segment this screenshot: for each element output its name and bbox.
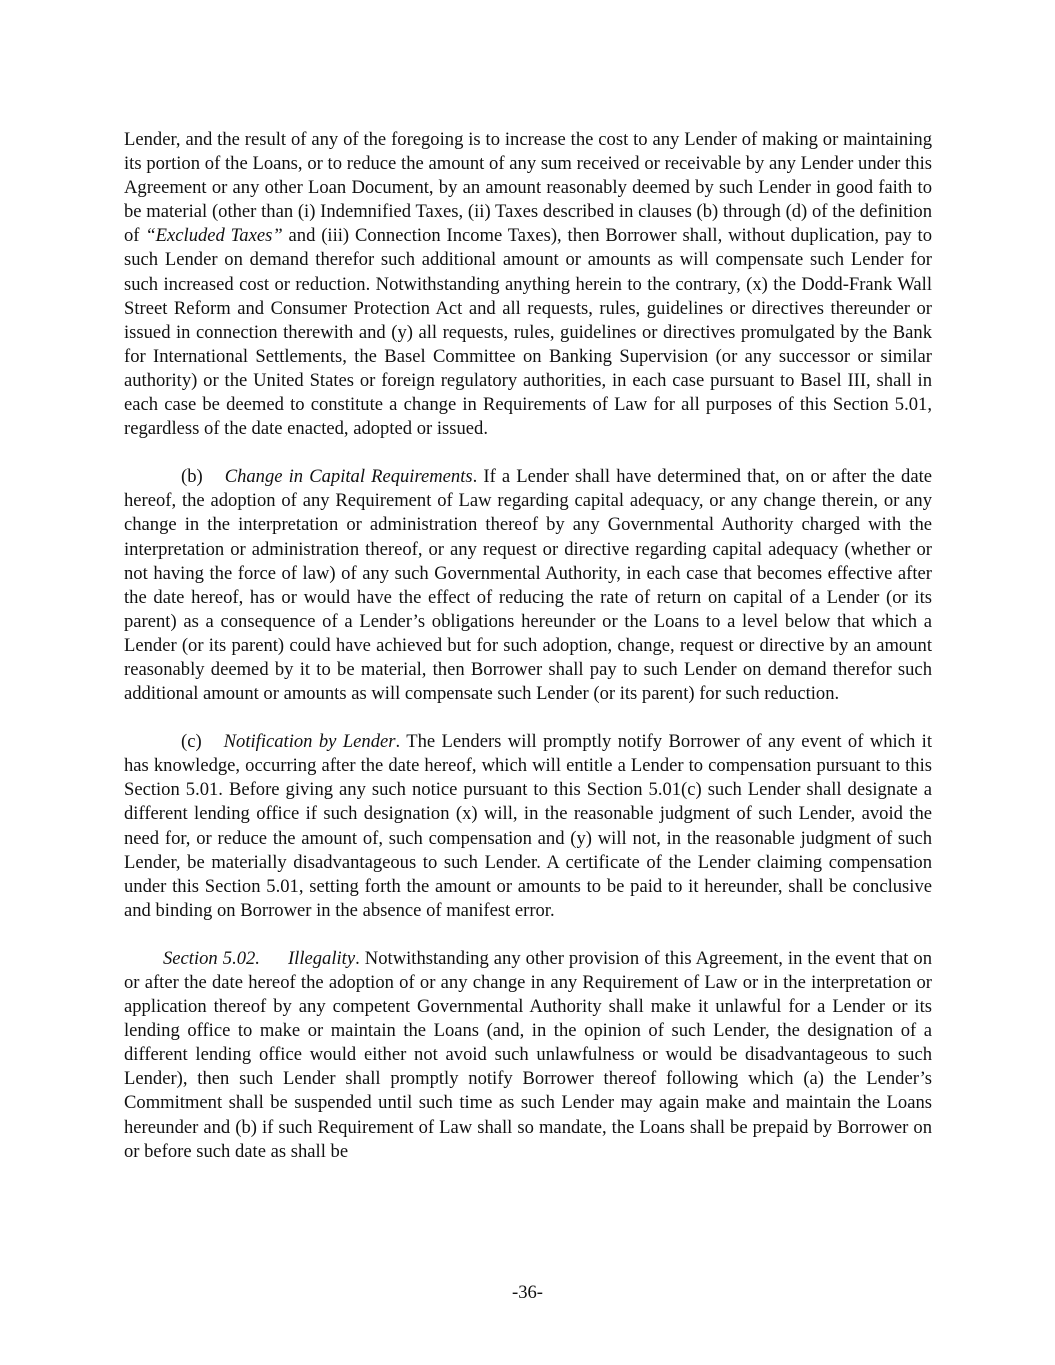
page-number: -36-: [512, 1282, 543, 1303]
section-5-02-text: Notwithstanding any other provision of this Agreement, in the event that on or after the date hereof the adoption of or any change in any Requirement of Law or in the interpretation or application thereof by any competent Governmental Authority shall make it unlawful for a Lender or its lending office to make or maintain the Loans (and, in the opinion of such Lender, the designation of a different lending office would either not avoid such unlawfulness or would be disadvantageous to such Lender), then such Lender shall promptly notify Borrower thereof following which (a) the Lender’s Commitment shall be suspended until such time as such Lender may again make and maintain the Loans hereunder and (b) if such Requirement of Law shall so mandate, the Loans shall be prepaid by Borrower on or before such date as shall be: [124, 947, 932, 1162]
paragraph-text-continued: and (iii) Connection Income Taxes), then Borrower shall, without duplication, pay to such Lender on demand therefor such additional amount or amounts as will compensate such Lender for such increased cost or reduction. Notwithstanding anything herein to the contrary, (x) the Dodd-Frank Wall Street Reform and Consumer Protection Act and all requests, rules, guidelines or directives thereunder or issued in connection therewith and (y) all requests, rules, guidelines or directives promulgated by the Bank for International Settlements, the Basel Committee on Banking Supervision (or any successor or similar authority) or the United States or foreign regulatory authorities, in each case pursuant to Basel III, shall in each case be deemed to constitute a change in Requirements of Law for all purposes of this Section 5.01, regardless of the date enacted, adopted or issued.: [124, 225, 932, 440]
paragraph-c-heading: Notification by Lender: [223, 731, 396, 753]
paragraph-c: (c) Notification by Lender. The Lenders will promptly notify Borrower of any event of which it has knowledge, occurring after the date hereof, which will entitle a Lender to compensation pursuant to this Section 5.01. Before giving any such notice pursuant to this Section 5.01(c) such Lender shall designate a different lending office if such designation (x) will, in the reasonable judgment of such Lender, avoid the need for, or reduce the amount of, such compensation and (y) will not, in the reasonable judgment of such Lender, be materially disadvantageous to such Lender. A certificate of the Lender claiming compensation under this Section 5.01, setting forth the amount or amounts to be paid to it hereunder, shall be conclusive and binding on Borrower in the absence of manifest error.: [124, 731, 932, 921]
section-5-02-heading: Illegality: [287, 947, 356, 969]
section-5-02: Section 5.02. Illegality. Notwithstanding any other provision of this Agreement, in the event that on or after the date hereof the adoption of or any change in any Requirement of Law or in the interpretation or application thereof by any competent Governmental Authority shall make it unlawful for a Lender or its lending office to make or maintain the Loans (and, in the opinion of such Lender, the designation of a different lending office would either not avoid such unlawfulness or would be disadvantageous to such Lender), then such Lender shall promptly notify Borrower thereof following which (a) the Lender’s Commitment shall be suspended until such time as such Lender may again make and maintain the Loans hereunder and (b) if such Requirement of Law shall so mandate, the Loans shall be prepaid by Borrower on or before such date as shall be: [124, 947, 932, 1162]
paragraph-c-label: (c): [181, 731, 202, 753]
paragraph-b-label: (b): [181, 466, 203, 488]
paragraph-b: (b) Change in Capital Requirements. If a Lender shall have determined that, on or after the date hereof, the adoption of any Requirement of Law regarding capital adequacy, or any change therein, or any change in the interpretation or administration thereof by any Governmental Authority charged with the interpretation or administration thereof, or any request or directive regarding capital adequacy (whether or not having the force of law) of any such Governmental Authority, in each case that becomes effective after the date hereof, has or would have the effect of reducing the rate of return on capital of a Lender (or its parent) as a consequence of a Lender’s obligations hereunder or the Loans to a level below that which a Lender (or its parent) could have achieved but for such adoption, change, request or directive by an amount reasonably deemed by it to be material, then Borrower shall pay to such Lender on demand therefor such additional amount or amounts as will compensate such Lender (or its parent) for such reduction.: [124, 466, 932, 705]
document-body: [124, 128, 932, 1188]
section-5-02-label: Section 5.02.: [163, 947, 260, 969]
paragraph-text: Lender, and the result of any of the foregoing is to increase the cost to any Lender of making or maintaining its portion of the Loans, or to reduce the amount of any sum received or receivable by any Lender under this Agreement or any other Loan Document, by an amount reasonably deemed by such Lender in good faith to be material (other than (i) Indemnified Taxes, (ii) Taxes described in clauses (b) through (d) of the definition of: [124, 129, 932, 247]
paragraph-b-text: If a Lender shall have determined that, on or after the date hereof, the adoption of any Requirement of Law regarding capital adequacy, or any change therein, or any change in the interpretation or administration thereof by any Governmental Authority charged with the interpretation or administration thereof, or any request or directive regarding capital adequacy (whether or not having the force of law) of any such Governmental Authority, in each case that becomes effective after the date hereof, has or would have the effect of reducing the rate of return on capital of a Lender (or its parent) as a consequence of a Lender’s obligations hereunder or the Loans to a level below that which a Lender (or its parent) could have achieved but for such adoption, change, request or directive by an amount reasonably deemed by it to be material, then Borrower shall pay to such Lender on demand therefor such additional amount or amounts as will compensate such Lender (or its parent) for such reduction.: [124, 466, 932, 705]
defined-term-excluded-taxes: “Excluded Taxes”: [145, 225, 283, 247]
paragraph-b-heading: Change in Capital Requirements: [224, 466, 473, 488]
paragraph-continuation: [124, 128, 932, 441]
paragraph-c-text: The Lenders will promptly notify Borrower of any event of which it has knowledge, occurring after the date hereof, which will entitle a Lender to compensation pursuant to this Section 5.01. Before giving any such notice pursuant to this Section 5.01(c) such Lender shall designate a different lending office if such designation (x) will, in the reasonable judgment of such Lender, avoid the need for, or reduce the amount of, such compensation and (y) will not, in the reasonable judgment of such Lender, be materially disadvantageous to such Lender. A certificate of the Lender claiming compensation under this Section 5.01, setting forth the amount or amounts to be paid to it hereunder, shall be conclusive and binding on Borrower in the absence of manifest error.: [124, 731, 932, 921]
